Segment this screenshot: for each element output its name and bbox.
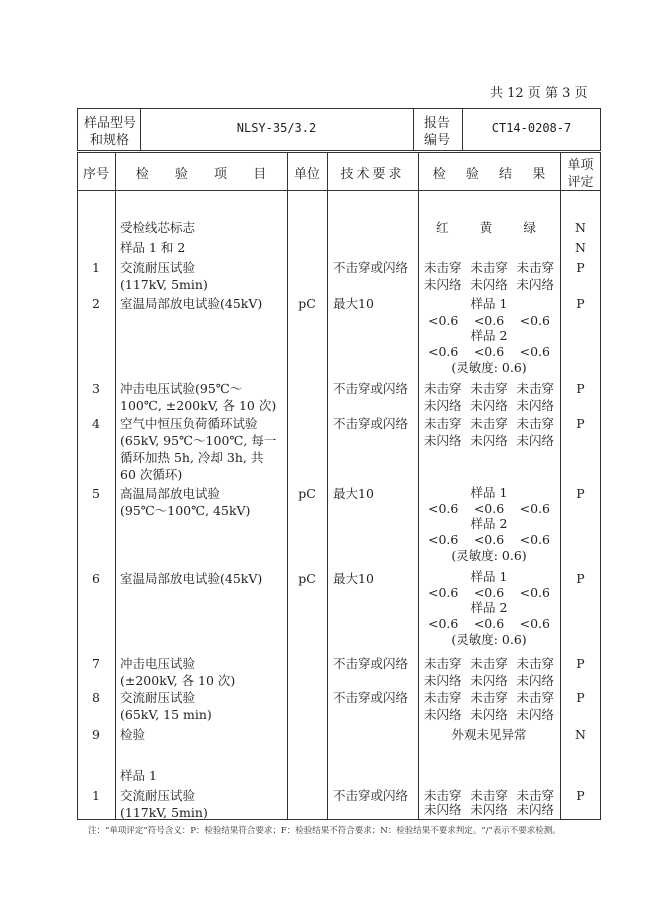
result-value: 未击穿 (516, 788, 554, 803)
item-ac-withstand: 交流耐压试验 (120, 260, 196, 275)
item-ac-withstand-3: 交流耐压试验 (120, 788, 196, 803)
item-ac-withstand-3-cond: (117kV, 5min) (120, 805, 208, 820)
header-rating-2: 评定 (567, 175, 594, 190)
result-value: 未击穿 (424, 416, 462, 431)
result-value: 未闪络 (424, 707, 462, 722)
core-colors (436, 220, 536, 236)
pd-value: <0.6 (519, 313, 550, 328)
pd-value: <0.6 (473, 344, 505, 359)
result-value: 未击穿 (516, 690, 554, 705)
sample2-label: 样品 2 (470, 328, 508, 343)
seq-3: 3 (92, 381, 100, 396)
item-load-cycle: 空气中恒压负荷循环试验 (120, 416, 258, 431)
result-value: 未击穿 (516, 381, 554, 396)
seq-1: 1 (92, 260, 100, 275)
result-7a (424, 656, 554, 672)
pd-values-s1 (428, 501, 550, 517)
result-value: 未击穿 (516, 656, 554, 671)
seq-5: 5 (92, 486, 100, 501)
model-value: NLSY-35/3.2 (236, 121, 317, 135)
result-value: 未击穿 (424, 656, 462, 671)
pd-value: <0.6 (519, 501, 550, 516)
rating-10: P (576, 788, 585, 803)
pd-value: <0.6 (473, 313, 505, 328)
seq-4: 4 (92, 416, 100, 431)
req-4: 不击穿或闪络 (333, 416, 409, 431)
rating-1: P (576, 260, 585, 275)
result-value: 未击穿 (470, 788, 508, 803)
req-3: 不击穿或闪络 (333, 381, 409, 396)
pd-values-s1 (428, 585, 550, 601)
seq-9: 9 (92, 727, 100, 742)
result-value: 未闪络 (470, 802, 508, 817)
result-value: 未闪络 (424, 433, 462, 448)
pd-value: <0.6 (428, 532, 459, 547)
item-impulse-hot-cond: 100℃, ±200kV, 各 10 次) (120, 398, 277, 413)
report-number: CT14-0208-7 (491, 121, 572, 135)
result-value: 未击穿 (516, 260, 554, 275)
result-value: 未闪络 (516, 277, 554, 292)
result-value: 未闪络 (516, 802, 554, 817)
result-4b (424, 433, 554, 449)
item-inspection: 检验 (120, 727, 146, 742)
header-requirement: 技术要求 (340, 167, 405, 182)
rating-core-marking: N (575, 220, 586, 235)
unit-5: pC (298, 486, 316, 501)
item-impulse-hot: 冲击电压试验(95℃～ (120, 381, 243, 396)
item-pd-room: 室温局部放电试验(45kV) (120, 296, 263, 311)
report-label: 报告 (424, 116, 451, 131)
result-value: 未闪络 (516, 398, 554, 413)
result-value: 未击穿 (424, 690, 462, 705)
result-value: 未击穿 (424, 788, 462, 803)
req-2: 最大10 (333, 296, 374, 311)
result-value: 未闪络 (470, 398, 508, 413)
pd-value: <0.6 (473, 532, 505, 547)
pd-value: <0.6 (428, 616, 459, 631)
pd-value: <0.6 (428, 501, 459, 516)
result-value: 未闪络 (424, 802, 462, 817)
pd-value: <0.6 (428, 313, 459, 328)
req-1: 不击穿或闪络 (333, 260, 409, 275)
color-red: 红 (436, 220, 449, 235)
pd-values-s1 (428, 313, 550, 329)
page-indicator: 共 12 页 第 3 页 (490, 86, 588, 101)
result-4a (424, 416, 554, 432)
result-value: 未闪络 (470, 707, 508, 722)
pd-value: <0.6 (473, 501, 505, 516)
result-value: 未闪络 (470, 433, 508, 448)
pd-values-s2 (428, 616, 550, 632)
result-3a (424, 381, 554, 397)
model-label-2: 和规格 (90, 133, 130, 148)
color-yellow: 黄 (479, 220, 493, 235)
result-9: 外观未见异常 (451, 727, 527, 742)
pd-value: <0.6 (428, 344, 459, 359)
item-impulse: 冲击电压试验 (120, 656, 196, 671)
seq-8: 8 (92, 690, 100, 705)
seq-7: 7 (92, 656, 100, 671)
result-10b (424, 802, 554, 818)
seq-6: 6 (92, 571, 100, 586)
sample2-label: 样品 2 (470, 600, 508, 615)
item-load-cycle-cond-1: (65kV, 95℃～100℃, 每一 (120, 433, 277, 448)
pd-value: <0.6 (428, 585, 459, 600)
result-value: 未闪络 (516, 707, 554, 722)
item-pd-hot: 高温局部放电试验 (120, 486, 221, 501)
result-value: 未击穿 (470, 656, 508, 671)
sample1-label: 样品 1 (470, 485, 508, 500)
rating-4: P (576, 416, 585, 431)
report-label-2: 编号 (424, 133, 451, 148)
sample1-label: 样品 1 (470, 569, 508, 584)
sensitivity: (灵敏度: 0.6) (451, 548, 527, 563)
model-label: 样品型号 (84, 116, 137, 131)
result-value: 未闪络 (424, 277, 462, 292)
result-3b (424, 398, 554, 414)
result-1a (424, 260, 554, 276)
result-value: 未闪络 (424, 673, 462, 688)
rating-9: N (575, 727, 586, 742)
pd-value: <0.6 (519, 532, 550, 547)
sample2-label: 样品 2 (470, 516, 508, 531)
req-6: 最大10 (333, 571, 374, 586)
item-sample-1: 样品 1 (120, 768, 157, 783)
item-ac-withstand-cond: (117kV, 5min) (120, 277, 208, 292)
result-value: 未闪络 (424, 398, 462, 413)
pd-values-s2 (428, 532, 550, 548)
result-value: 未击穿 (424, 260, 462, 275)
result-value: 未击穿 (470, 260, 508, 275)
sensitivity: (灵敏度: 0.6) (451, 632, 527, 647)
item-impulse-cond: (±200kV, 各 10 次) (120, 673, 236, 688)
header-rating: 单项 (567, 158, 594, 173)
footnote: 注：“单项评定”符号含义：P：检验结果符合要求；F：检验结果不符合要求；N：检验结果不要求判定。“/”表示不要求检测。 (88, 826, 561, 836)
color-green: 绿 (523, 220, 536, 235)
rating-5: P (576, 486, 585, 501)
pd-value: <0.6 (519, 344, 550, 359)
result-value: 未击穿 (470, 416, 508, 431)
req-5: 最大10 (333, 486, 374, 501)
rating-samples-1-2: N (575, 240, 586, 255)
req-8: 不击穿或闪络 (333, 690, 409, 705)
result-value: 未击穿 (516, 416, 554, 431)
rating-2: P (576, 296, 585, 311)
result-value: 未闪络 (470, 277, 508, 292)
pd-values-s2 (428, 344, 550, 360)
pd-value: <0.6 (519, 616, 550, 631)
header-unit: 单位 (293, 167, 320, 182)
req-10: 不击穿或闪络 (333, 788, 409, 803)
rating-7: P (576, 656, 585, 671)
item-load-cycle-cond-3: 60 次循环) (120, 467, 183, 482)
result-value: 未闪络 (516, 433, 554, 448)
result-value: 未击穿 (470, 690, 508, 705)
header-item: 检 验 项 目 (135, 167, 267, 182)
header-seq: 序号 (82, 167, 109, 182)
rating-6: P (576, 571, 585, 586)
pd-value: <0.6 (519, 585, 550, 600)
result-8b (424, 707, 554, 723)
result-8a (424, 690, 554, 706)
result-value: 未闪络 (470, 673, 508, 688)
header-result: 检 验 结 果 (432, 167, 546, 182)
result-value: 未击穿 (424, 381, 462, 396)
item-ac-withstand-2-cond: (65kV, 15 min) (120, 707, 212, 722)
unit-2: pC (298, 296, 316, 311)
result-7b (424, 673, 554, 689)
sensitivity: (灵敏度: 0.6) (451, 360, 527, 375)
item-ac-withstand-2: 交流耐压试验 (120, 690, 196, 705)
rating-3: P (576, 381, 585, 396)
item-pd-hot-cond: (95℃～100℃, 45kV) (120, 503, 251, 518)
result-value: 未闪络 (516, 673, 554, 688)
pd-value: <0.6 (473, 585, 505, 600)
result-value: 未击穿 (470, 381, 508, 396)
result-1b (424, 277, 554, 293)
pd-value: <0.6 (473, 616, 505, 631)
seq-2: 2 (92, 296, 100, 311)
item-pd-room-2: 室温局部放电试验(45kV) (120, 571, 263, 586)
rating-8: P (576, 690, 585, 705)
item-core-marking: 受检线芯标志 (120, 220, 196, 235)
item-load-cycle-cond-2: 循环加热 5h, 冷却 3h, 共 (120, 450, 264, 465)
item-samples-1-2: 样品 1 和 2 (120, 240, 186, 255)
req-7: 不击穿或闪络 (333, 656, 409, 671)
sample1-label: 样品 1 (470, 296, 508, 311)
unit-6: pC (298, 571, 316, 586)
seq-sample1-1: 1 (92, 788, 100, 803)
